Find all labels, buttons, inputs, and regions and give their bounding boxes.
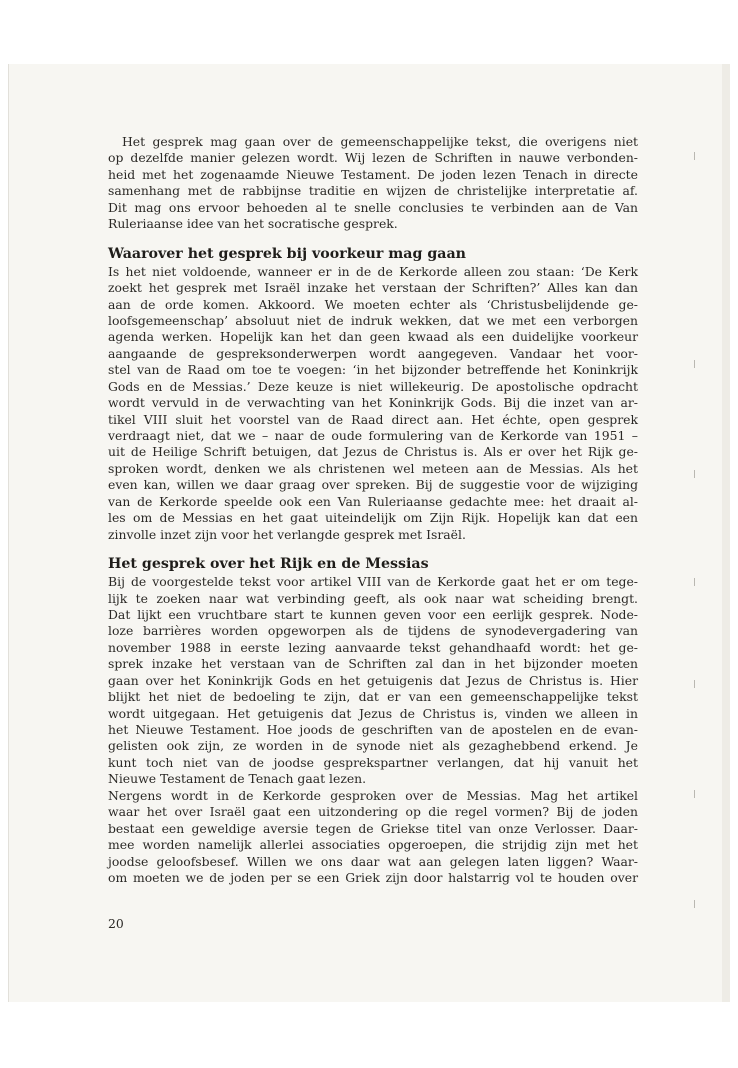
section-1-paragraph [108,264,638,543]
text-line: om moeten we de joden per se een Griek zijn door halstarrig vol te houden over [108,869,638,885]
text-line: kunt toch niet van de joodse gesprekspartner verlangen, dat hij vanuit het [108,754,638,770]
text-line: loze barrières worden opgeworpen als de tijdens de synodevergadering van [108,623,638,639]
text-line: even kan, willen we daar graag over spreken. Bij de suggestie voor de wijziging [108,477,638,493]
page-edge [722,64,730,1002]
text-line: Het gesprek mag gaan over de gemeenschappelijke tekst, die overigens niet [122,134,638,149]
text-line: loofsgemeenschap’ absoluut niet de indruk wekken, dat we met een verborgen [108,312,638,328]
margin-mark [694,152,695,160]
text-line: zoekt het gesprek met Israël inzake het verstaan der Schriften?’ Alles kan dan [108,280,638,296]
text-line: van de Kerkorde speelde ook een Van Ruleriaanse gedachte mee: het draait al- [108,493,638,509]
text-line: Gods en de Messias.’ Deze keuze is niet willekeurig. De apostolische opdracht [108,378,638,394]
text-line: Nieuwe Testament de Tenach gaat lezen. [108,771,367,787]
text-line: tikel VIII sluit het voorstel van de Raad direct aan. Het échte, open gesprek [108,411,638,427]
text-line: november 1988 in eerste lezing aanvaarde tekst gehandhaafd wordt: het ge- [108,639,638,655]
text-line: mee worden namelijk allerlei associaties opgeroepen, die strijdig zijn met het [108,837,638,853]
text-line: joodse geloofsbesef. Willen we ons daar wat aan gelegen laten liggen? Waar- [108,853,638,869]
margin-mark [694,900,695,908]
text-line: samenhang met de rabbijnse traditie en wijzen de christelijke interpretatie af. [108,183,638,199]
text-line: Bij de voorgestelde tekst voor artikel VIII van de Kerkorde gaat het er om tege- [108,574,638,590]
text-line: les om de Messias en het gaat uiteindelijk om Zijn Rijk. Hopelijk kan dat een [108,510,638,526]
text-line: heid met het zogenaamde Nieuwe Testament. De joden lezen Tenach in directe [108,166,638,182]
text-line: lijk te zoeken naar wat verbinding geeft, als ook naar wat scheiding brengt. [108,590,638,606]
text-line: zinvolle inzet zijn voor het verlangde gesprek met Israël. [108,526,466,542]
text-line: Dat lijkt een vruchtbare start te kunnen geven voor een eerlijk gesprek. Node- [108,606,638,622]
text-line: stel van de Raad om toe te voegen: ‘in het bijzonder betreffende het Koninkrijk [108,362,638,378]
text-line: aan de orde komen. Akkoord. We moeten echter als ‘Christusbelijdende ge- [108,296,638,312]
text-line: Dit mag ons ervoor behoeden al te snelle conclusies te verbinden aan de Van [108,199,638,215]
text-line: sproken wordt, denken we als christenen wel meteen aan de Messias. Als het [108,460,638,476]
text-line: Is het niet voldoende, wanneer er in de de Kerkorde alleen zou staan: ‘De Kerk [108,263,638,279]
margin-mark [694,680,695,688]
margin-mark [694,578,695,586]
text-line: gelisten ook zijn, ze worden in de synode niet als gezaghebbend erkend. Je [108,738,638,754]
section-2-paragraph [108,574,638,886]
text-line: sprek inzake het verstaan van de Schriften zal dan in het bijzonder moeten [108,656,638,672]
section-heading: Waarover het gesprek bij voorkeur mag gaan [108,245,466,262]
page-number: 20 [108,916,124,931]
text-line: uit de Heilige Schrift betuigen, dat Jezus de Christus is. Als er over het Rijk ge- [108,444,638,460]
section-heading: Het gesprek over het Rijk en de Messias [108,556,429,573]
text-line: waar het over Israël gaat een uitzondering op die regel vormen? Bij de joden [108,804,638,820]
text-line: aangaande de gespreksonderwerpen wordt aangegeven. Vandaar het voor- [108,345,638,361]
margin-mark [694,790,695,798]
margin-mark [694,470,695,478]
intro-paragraph [108,134,638,233]
text-line: bestaat een geweldige aversie tegen de Griekse titel van onze Verlosser. Daar- [108,820,638,836]
text-line: het Nieuwe Testament. Hoe joods de geschriften van de apostelen en de evan- [108,722,638,737]
text-line: verdraagt niet, dat we – naar de oude formulering van de Kerkorde van 1951 – [108,428,638,443]
text-line: agenda werken. Hopelijk kan het dan geen kwaad als een duidelijke voorkeur [108,329,638,345]
body-text [108,134,638,886]
text-line: wordt vervuld in de verwachting van het Koninkrijk Gods. Bij die inzet van ar- [108,395,638,411]
text-line: wordt uitgegaan. Het getuigenis dat Jezus de Christus is, vinden we alleen in [108,705,638,721]
text-line: op dezelfde manier gelezen wordt. Wij lezen de Schriften in nauwe verbonden- [108,150,638,166]
text-line: Ruleriaanse idee van het socratische gesprek. [108,216,398,232]
text-line: gaan over het Koninkrijk Gods en het getuigenis dat Jezus de Christus is. Hier [108,672,638,688]
text-line: blijkt het niet de bedoeling te zijn, dat er van een gemeenschappelijke tekst [108,689,638,705]
text-line: Nergens wordt in de Kerkorde gesproken over de Messias. Mag het artikel [108,787,638,803]
margin-mark [694,360,695,368]
